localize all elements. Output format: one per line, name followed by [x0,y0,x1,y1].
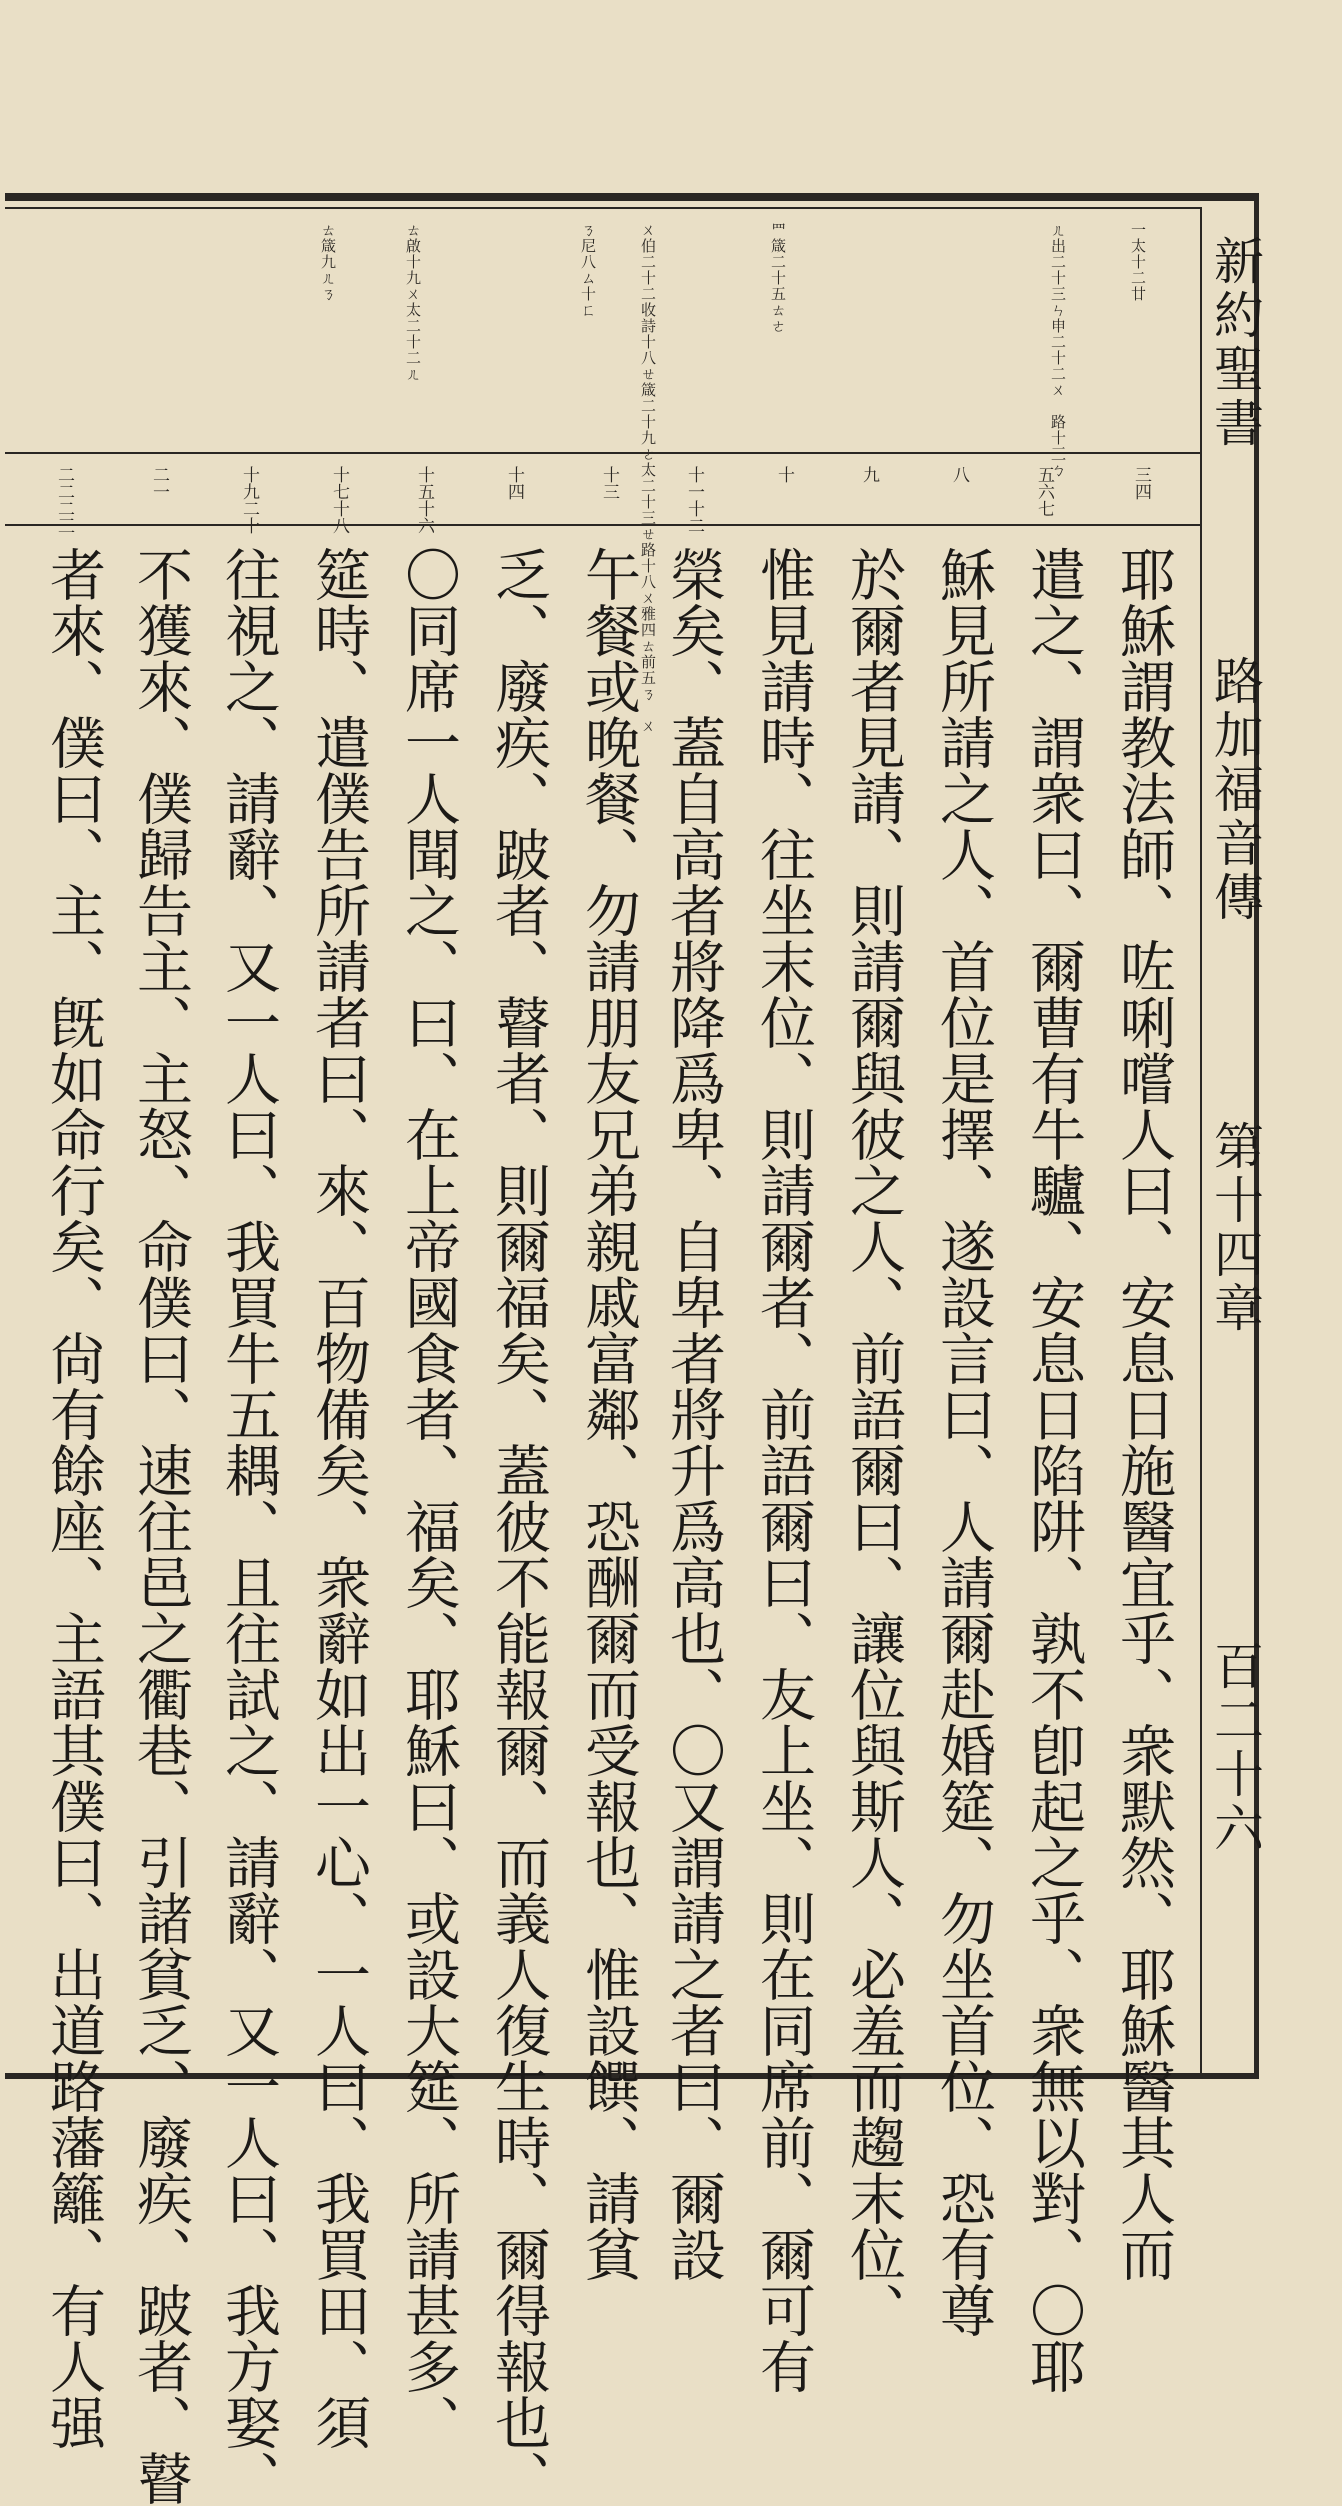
verse-number-col-13: 二二二三 [54,466,74,534]
book-title: 新約聖書 [1206,235,1264,451]
text-line-11: 往視之、請辭、又一人曰、我買牛五耦、且往試之、請辭、又一人曰、我方娶、 [216,546,281,2506]
reference-divider [5,452,1202,454]
verse-number-col-11: 十九二十 [239,466,259,534]
reference-13: ㄊ啟十九ㄨ太二十二ㄦ [404,222,422,382]
text-line-10: 筵時、遣僕告所請者曰、來、百物備矣、衆辭如出一心、一人曰、我買田、須 [306,546,371,2450]
verse-number-col-10: 十七十八 [329,466,349,534]
reference-14: ㄊ箴九ㄦㄋ [319,222,337,302]
verse-number-col-4: 九 [859,466,879,483]
text-line-1: 耶穌謂教法師、咗唎嚐人曰、安息日施醫宜乎、衆默然、耶穌醫其人而 [1111,546,1176,2282]
text-line-3: 穌見所請之人、首位是擇、遂設言曰、人請爾赴婚筵、勿坐首位、恐有尊 [931,546,996,2338]
verse-number-col-8: 十四 [504,466,524,500]
verse-number-col-9: 十五十六 [414,466,434,534]
reference-9: 罒箴二十五ㄊㄜ [769,222,787,334]
text-line-8: 乏、廢疾、跛者、瞽者、則爾福矣、蓋彼不能報爾、而義人復生時、爾得報也、 [486,546,551,2506]
verse-number-divider [5,524,1202,526]
text-line-4: 於爾者見請、則請爾與彼之人、前語爾曰、讓位與斯人、必羞而趨末位、 [841,546,906,2338]
frame-border-top [5,193,1258,201]
inner-border-top [5,207,1202,209]
text-line-12: 不獲來、僕歸告主、主怒、命僕曰、速往邑之衢巷、引諸貧乏、廢疾、跛者、瞽 [128,546,193,2506]
reference-1: 一太十二廿 [1129,222,1147,302]
verse-number-col-7: 十三 [599,466,619,500]
verse-number-col-2: 五六七 [1034,466,1054,517]
verse-number-col-3: 八 [949,466,969,483]
verse-number-col-5: 十 [774,466,794,483]
reference-10: ㄨ伯二十二收詩十八ㄝ箴二十九ㄜ太二十三ㄝ路十八ㄨ雅四ㄊ前五ㄋ ㄨ [639,222,657,734]
reference-11: ㄋ尼八ㄙ十ㄈ [579,222,597,318]
reference-2: ㄦ出二十三ㄣ申二十二ㄨ 路十三ㄅ [1049,222,1067,478]
text-line-2: 遣之、謂衆曰、爾曹有牛驢、安息日陷阱、孰不卽起之乎、衆無以對、〇耶 [1021,546,1086,2394]
text-line-9: 〇同席一人聞之、曰、在上帝國食者、福矣、耶穌曰、或設大筵、所請甚多、 [396,546,461,2450]
text-line-6: 榮矣、蓋自高者將降爲卑、自卑者將升爲高也、〇又謂請之者曰、爾設 [661,546,726,2282]
verse-number-col-12: 二一 [149,466,169,500]
inner-border-right [1200,207,1202,2073]
verse-number-col-6: 十一十二 [684,466,704,534]
text-line-7: 午餐或晚餐、勿請朋友兄弟親戚富鄰、恐酬爾而受報也、惟設饌、請貧 [576,546,641,2282]
chapter-title: 第十四章 [1206,1120,1264,1336]
page-number: 百二十六 [1206,1640,1264,1856]
verse-number-col-1: 三四 [1131,466,1151,500]
gospel-title: 路加福音傳 [1206,655,1264,925]
text-line-5: 惟見請時、往坐末位、則請爾者、前語爾曰、友上坐、則在同席前、爾可有 [751,546,816,2394]
text-line-13: 者來、僕曰、主、旣如命行矣、尙有餘座、主語其僕曰、出道路藩籬、有人强 [41,546,106,2450]
